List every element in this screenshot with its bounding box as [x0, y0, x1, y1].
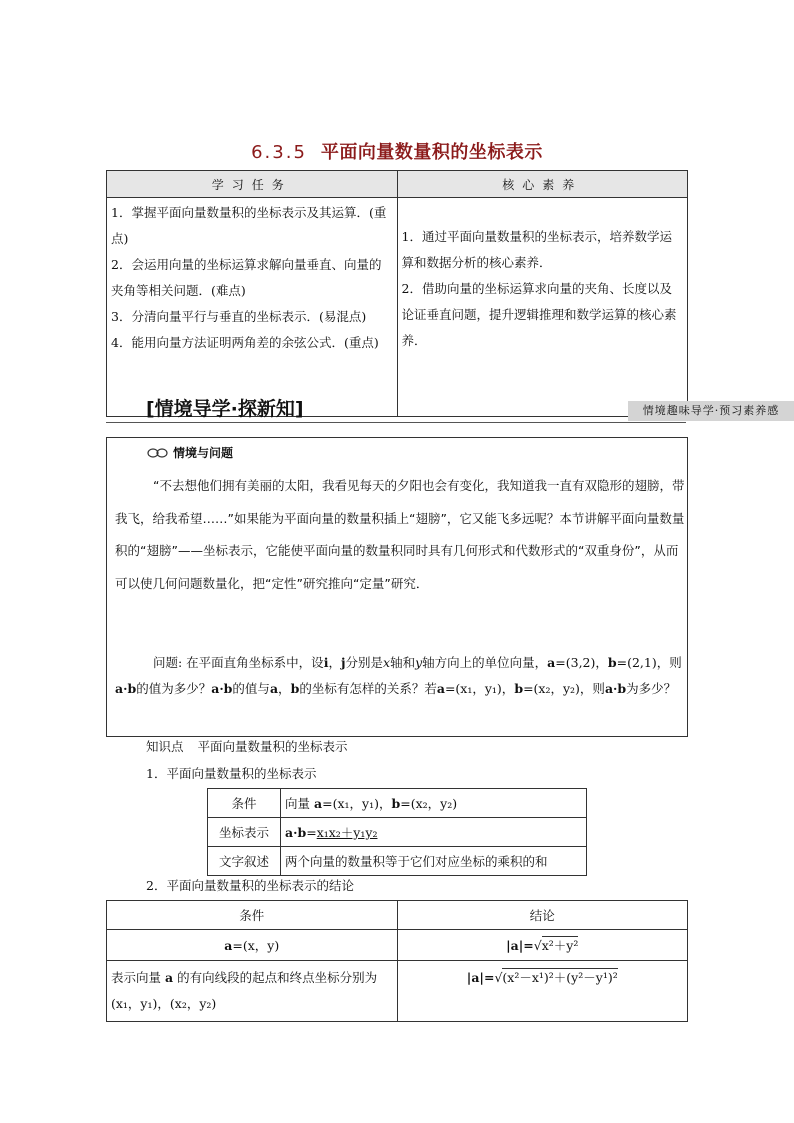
- row-value: a·b=x₁x₂＋y₁y₂: [281, 818, 587, 847]
- banner-divider: [106, 422, 686, 423]
- row-key: 坐标表示: [208, 818, 281, 847]
- table-row: [107, 961, 688, 1022]
- scenario-quote: “不去想他们拥有美丽的太阳，我看见每天的夕阳也会有变化，我知道我一直有双隐形的翅膀，带我飞，给我希望……”如果能为平面向量的数量积插上“翅膀”，它又能飞多远呢？本节讲解平面向量数量积的“翅膀”——坐标表示，它能使平面向量的数量积同时具有几何形式和代数形式的“双重身份”，从而可以使几何问题数量化，把“定性”研究推向“定量”研究．: [115, 478, 685, 591]
- table-row: [107, 930, 688, 961]
- header-conclusion: 结论: [397, 901, 688, 930]
- formula-answer: x₁x₂＋y₁y₂: [316, 825, 378, 840]
- task-item: 3．分清向量平行与垂直的坐标表示．(易混点): [111, 309, 367, 324]
- table-header-row: [107, 901, 688, 930]
- literacy-header: 核心素养: [397, 171, 688, 198]
- scenario-question: 问题: 在平面直角坐标系中，设i，j分别是x轴和y轴方向上的单位向量，a=(3,2)，b=(2,1)，则a·b的值为多少？a·b的值与a，b的坐标有怎样的关系？若a=(x₁，y₁)，b=(x₂，y₂)，则a·b为多少？: [115, 655, 682, 696]
- banner-title: [情境导学·探新知]: [146, 398, 304, 420]
- row-key: 文字叙述: [208, 847, 281, 876]
- header-condition: 条件: [107, 901, 398, 930]
- learning-tasks-table: [106, 170, 688, 417]
- condition-cell: a=(x，y): [107, 930, 398, 961]
- section-heading-2: 2．平面向量数量积的坐标表示的结论: [146, 878, 354, 893]
- row-value: 向量 a=(x₁，y₁)，b=(x₂，y₂): [281, 789, 587, 818]
- table-row: [208, 789, 587, 818]
- tasks-header: 学习任务: [107, 171, 398, 198]
- literacy-item: 1．通过平面向量数量积的坐标表示，培养数学运算和数据分析的核心素养．: [401, 229, 672, 270]
- page-title: [0, 138, 794, 164]
- table-row: [208, 818, 587, 847]
- scenario-label-text: 情境与问题: [173, 446, 234, 460]
- result-cell: |a|=√x²＋y²: [397, 930, 688, 961]
- task-item: 1．掌握平面向量数量积的坐标表示及其运算．(重点): [111, 205, 387, 246]
- row-key: 条件: [208, 789, 281, 818]
- knowledge-title: 平面向量数量积的坐标表示: [197, 739, 348, 754]
- knowledge-label: 知识点: [146, 739, 184, 754]
- task-item: 4．能用向量方法证明两角差的余弦公式．(重点): [111, 335, 379, 350]
- literacy-cell: [397, 198, 688, 417]
- condition-cell: 表示向量 a 的有向线段的起点和终点坐标分别为(x₁，y₁)，(x₂，y₂): [107, 961, 398, 1022]
- scenario-icon: [147, 447, 169, 459]
- task-item: 2．会运用向量的坐标运算求解向量垂直、向量的夹角等相关问题．(难点): [111, 257, 382, 298]
- conclusion-table: [106, 900, 688, 1022]
- banner-tag: 情境趣味导学·预习素养感: [628, 401, 794, 421]
- row-value: 两个向量的数量积等于它们对应坐标的乘积的和: [281, 847, 587, 876]
- knowledge-point: [146, 737, 348, 755]
- section-title: 平面向量数量积的坐标表示: [320, 142, 543, 163]
- section-heading-1: 1．平面向量数量积的坐标表示: [146, 766, 317, 781]
- table-row: [208, 847, 587, 876]
- scenario-box: [106, 437, 688, 737]
- scenario-label: [147, 444, 233, 461]
- section-number: 6.3.5: [251, 142, 307, 163]
- literacy-item: 2．借助向量的坐标运算求向量的夹角、长度以及论证垂直问题，提升逻辑推理和数学运算的核心素养．: [401, 281, 677, 348]
- result-cell: |a|=√(x²－x¹)²＋(y²－y¹)²: [397, 961, 688, 1022]
- coordinate-table: [207, 788, 587, 876]
- tasks-cell: [107, 198, 398, 417]
